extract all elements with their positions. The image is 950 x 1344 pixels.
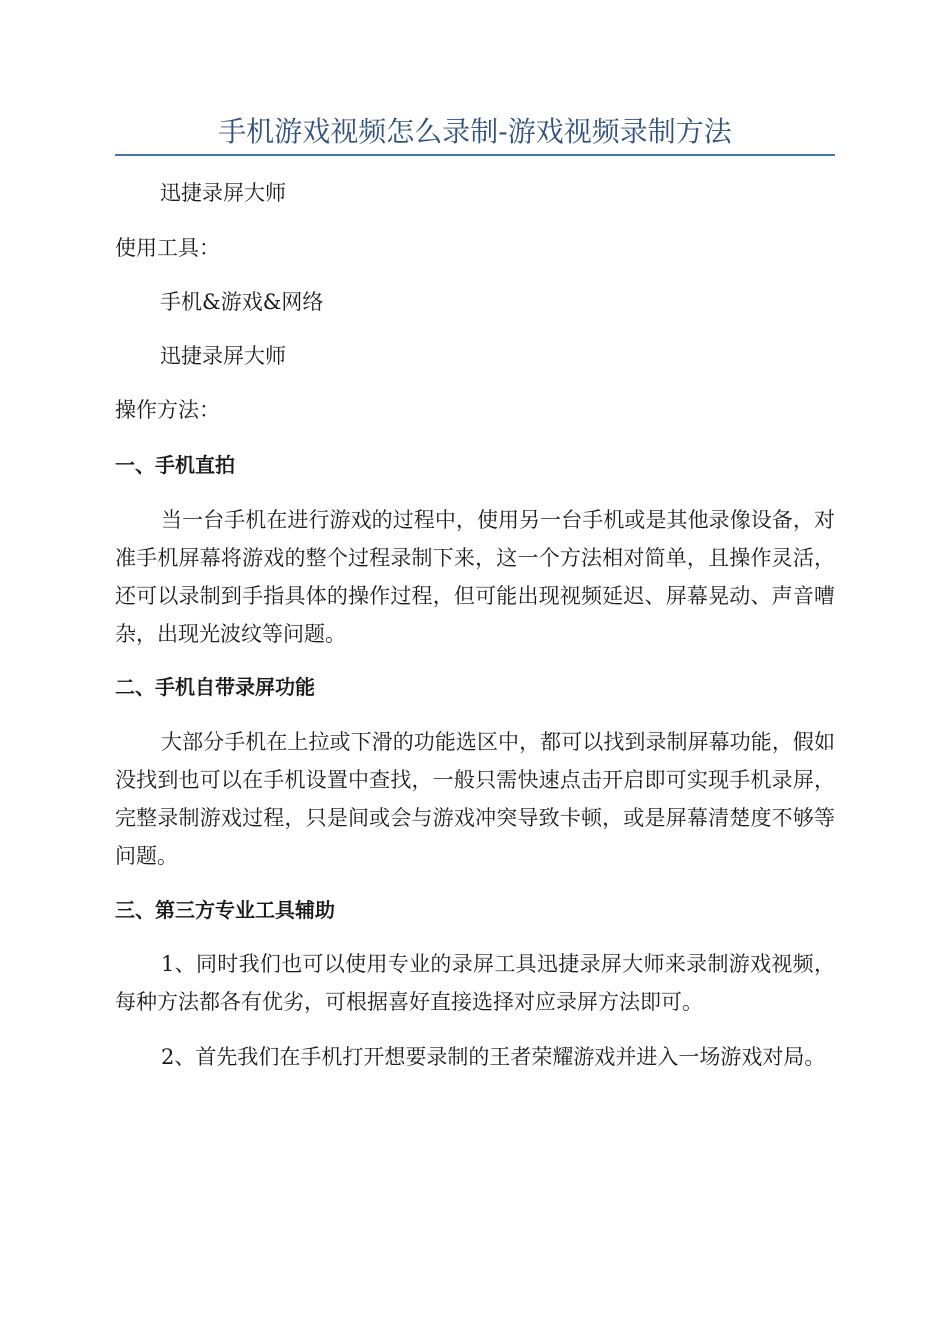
section-3-paragraph-2: 2、首先我们在手机打开想要录制的王者荣耀游戏并进入一场游戏对局。 <box>161 1045 826 1069</box>
section-heading-1: 一、手机直拍 <box>115 453 235 477</box>
section-heading-3: 三、第三方专业工具辅助 <box>115 898 335 922</box>
title-underline <box>115 154 835 156</box>
author-line: 迅捷录屏大师 <box>160 181 286 205</box>
section-1-paragraph-1: 当一台手机在进行游戏的过程中，使用另一台手机或是其他录像设备，对准手机屏幕将游戏的整个过程录制下来，这一个方法相对简单，且操作灵活，还可以录制到手指具体的操作过程，但可能出现视频延迟、屏幕晃动、声音嘈杂，出现光波纹等问题。 <box>115 508 835 646</box>
document-title: 手机游戏视频怎么录制-游戏视频录制方法 <box>218 115 732 148</box>
tool-item-1: 手机&游戏&网络 <box>160 290 324 314</box>
tools-label: 使用工具： <box>115 236 220 260</box>
method-label: 操作方法： <box>115 398 220 422</box>
section-heading-2: 二、手机自带录屏功能 <box>115 675 315 699</box>
tool-item-2: 迅捷录屏大师 <box>160 344 286 368</box>
section-2-paragraph-1: 大部分手机在上拉或下滑的功能选区中，都可以找到录制屏幕功能，假如没找到也可以在手机设置中查找，一般只需快速点击开启即可实现手机录屏，完整录制游戏过程，只是间或会与游戏冲突导致卡顿，或是屏幕清楚度不够等问题。 <box>115 730 835 868</box>
section-3-paragraph-1: 1、同时我们也可以使用专业的录屏工具迅捷录屏大师来录制游戏视频，每种方法都各有优劣，可根据喜好直接选择对应录屏方法即可。 <box>115 952 835 1014</box>
